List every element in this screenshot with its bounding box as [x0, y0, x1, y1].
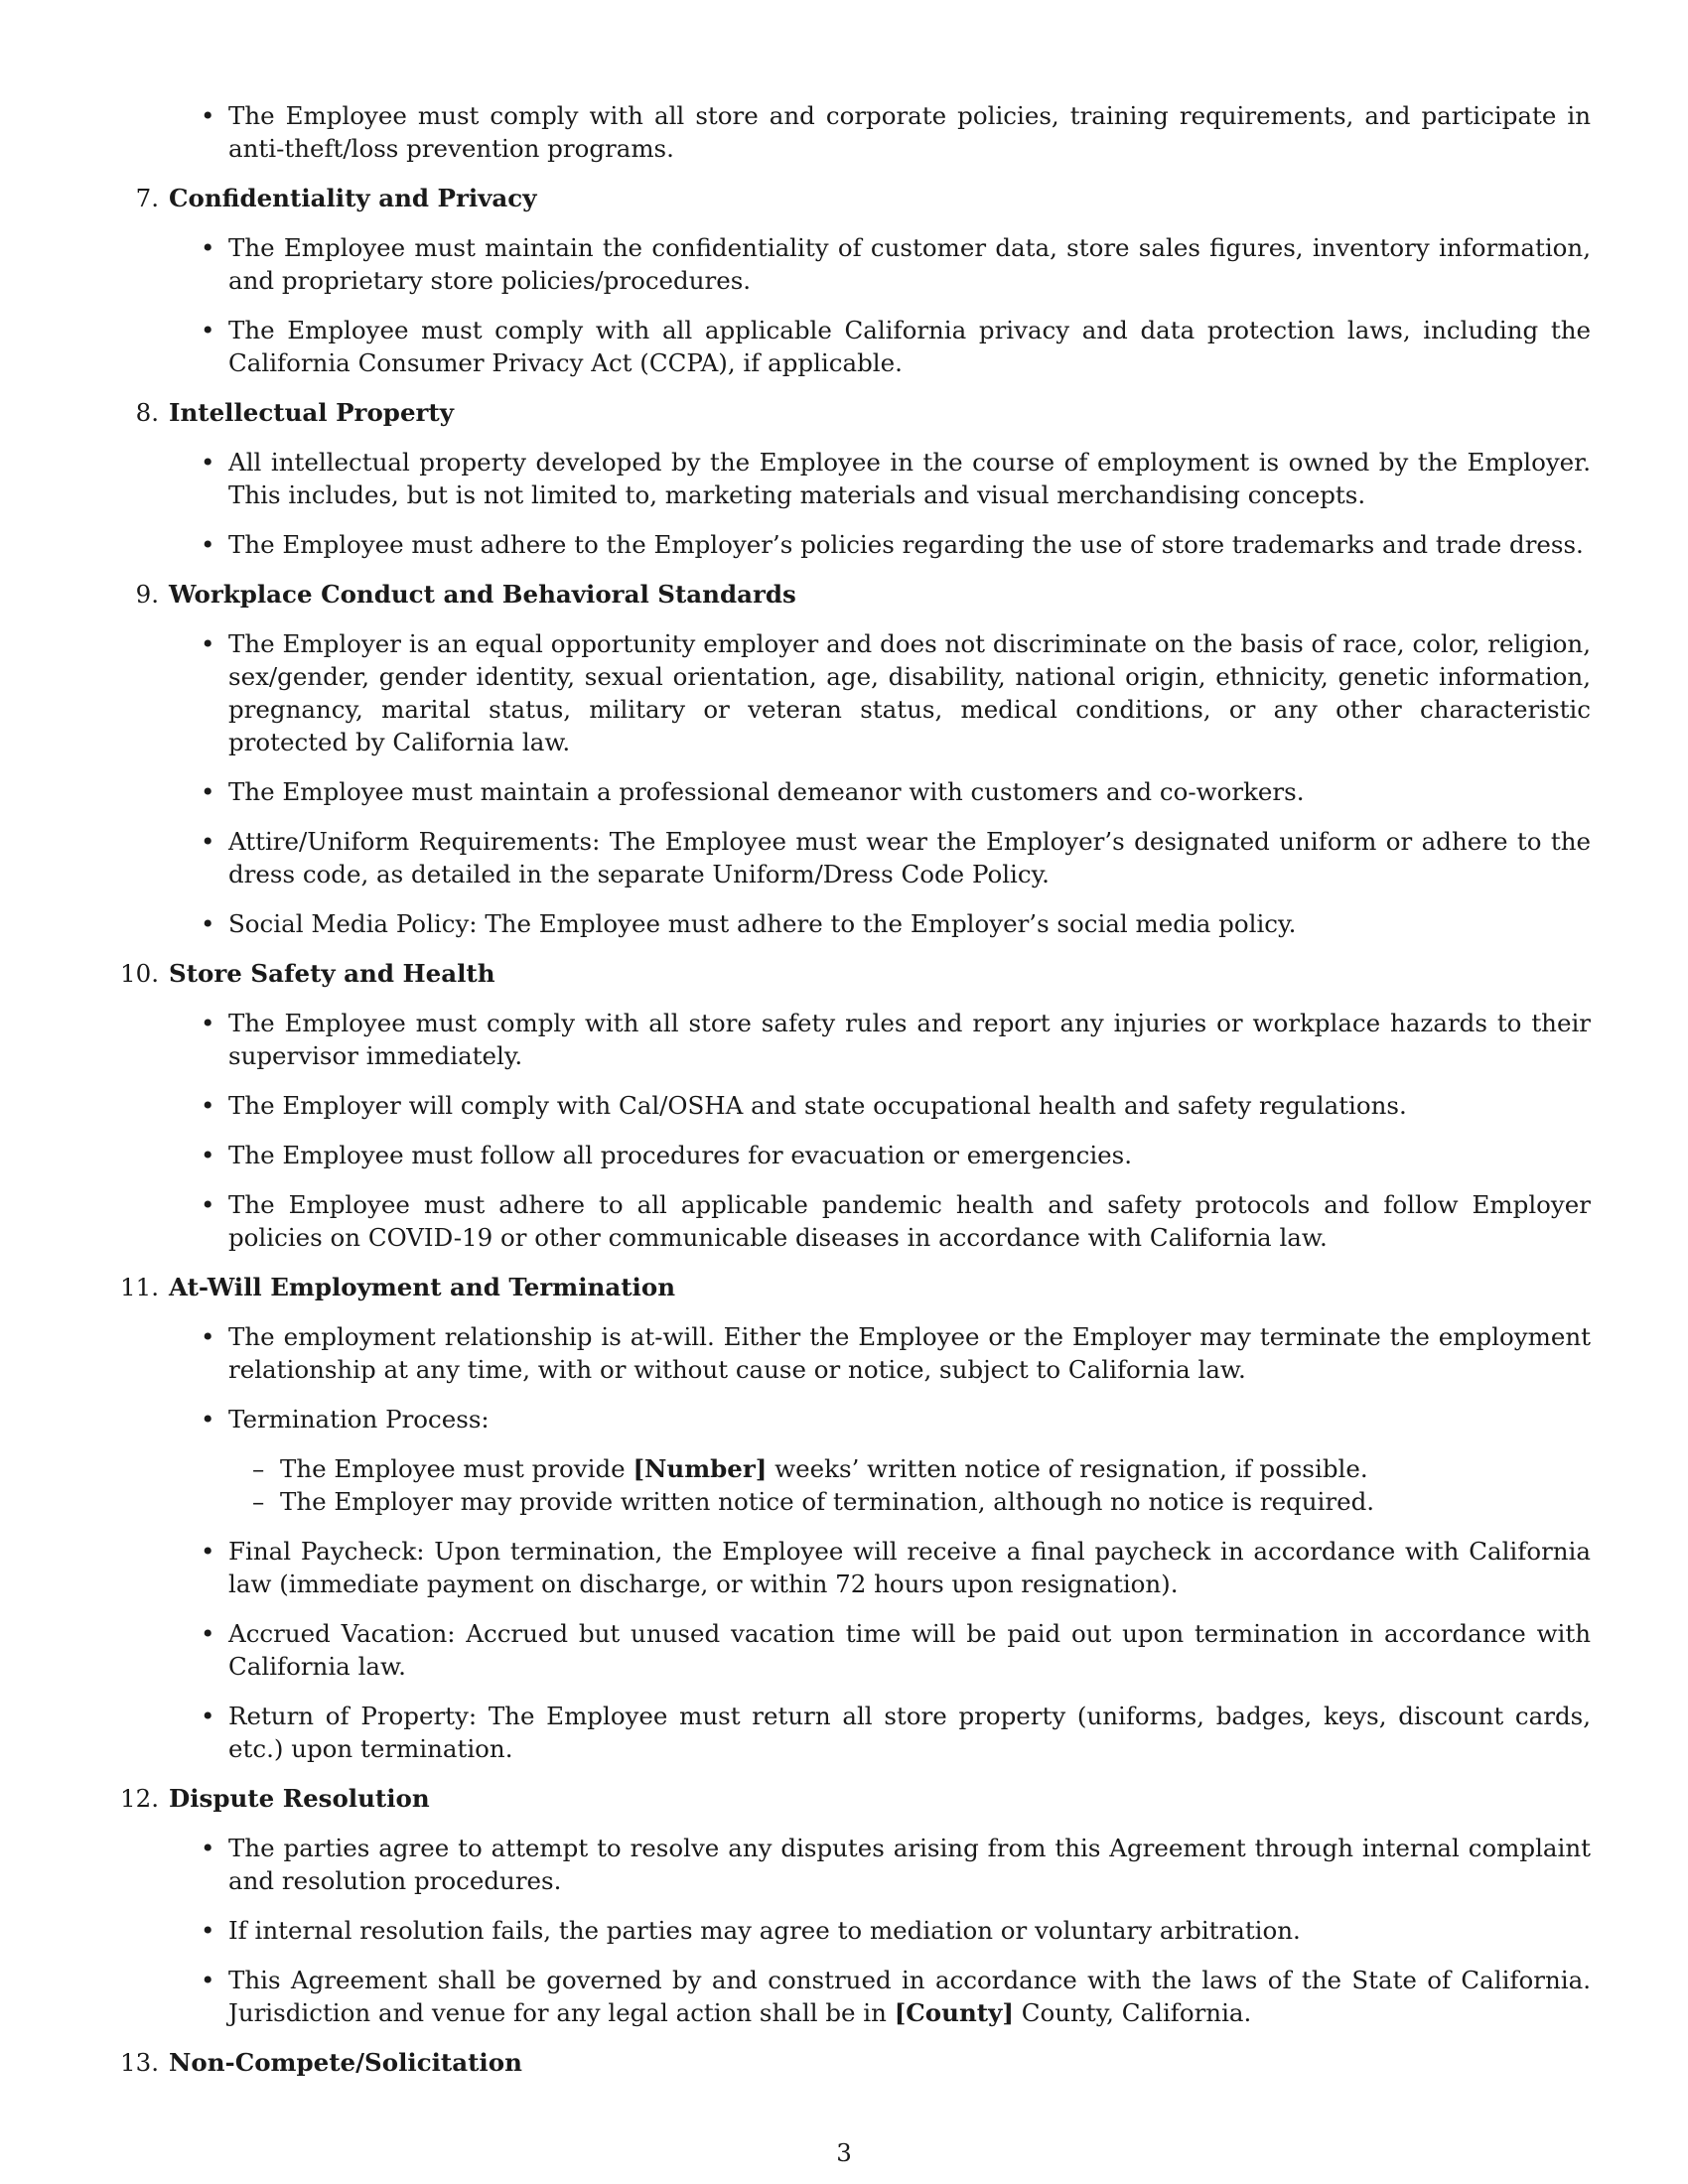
bullet-item: • The Employee must comply with all store and corporate policies, training requirements, and participate in anti-theft/loss prevention programs. — [228, 99, 1591, 165]
bullet-list-9 — [228, 627, 1591, 940]
section-heading-10 — [120, 957, 1591, 990]
bullet-item: • The Employee must comply with all applicable California privacy and data protection laws, including the California Consumer Privacy Act (CCPA), if applicable. — [228, 314, 1591, 379]
section-heading-12 — [120, 1782, 1591, 1815]
section-heading-13 — [120, 2046, 1591, 2079]
bullet-text: Termination Process: — [228, 1405, 490, 1433]
bullet-list-8 — [228, 446, 1591, 561]
section-heading-8 — [135, 396, 1591, 429]
bullet-item: • All intellectual property developed by the Employee in the course of employment is owned by the Employer. This includes, but is not limited to, marketing materials and visual merchandising concepts. — [228, 446, 1591, 511]
bullet-text: County, California. — [1013, 1998, 1252, 2027]
bullet-item: • The Employee must maintain the confidentiality of customer data, store sales figures, inventory information, and proprietary store policies/procedures. — [228, 231, 1591, 297]
bullet-item: • Final Paycheck: Upon termination, the Employee will receive a final paycheck in accordance with California law (immediate payment on discharge, or within 72 hours upon resignation). — [228, 1535, 1591, 1600]
placeholder-county: [County] — [894, 1998, 1014, 2027]
section-title: Store Safety and Health — [169, 959, 495, 988]
bullet-item: • The Employee must adhere to the Employer’s policies regarding the use of store trademarks and trade dress. — [228, 528, 1591, 561]
document-body — [120, 99, 1591, 2096]
section-title: At-Will Employment and Termination — [169, 1273, 676, 1301]
section-heading-7 — [135, 182, 1591, 214]
bullet-item: • Social Media Policy: The Employee must adhere to the Employer’s social media policy. — [228, 907, 1591, 940]
bullet-list-continued — [228, 99, 1591, 165]
section-number: 13. — [120, 2048, 159, 2077]
bullet-item: • If internal resolution fails, the parties may agree to mediation or voluntary arbitration. — [228, 1914, 1591, 1947]
section-number: 11. — [120, 1273, 159, 1301]
section-heading-9 — [135, 578, 1591, 611]
bullet-item: • The Employee must adhere to all applicable pandemic health and safety protocols and follow Employer policies on COVID-19 or other communicable diseases in accordance with California law. — [228, 1188, 1591, 1254]
bullet-list-10 — [228, 1007, 1591, 1254]
bullet-item — [228, 1964, 1591, 2029]
dash-list — [280, 1452, 1591, 1518]
bullet-item: • The Employee must maintain a professional demeanor with customers and co-workers. — [228, 775, 1591, 808]
bullet-list-11 — [228, 1320, 1591, 1765]
page-number: 3 — [836, 2138, 852, 2167]
placeholder-number: [Number] — [633, 1454, 768, 1483]
section-number: 7. — [135, 184, 159, 212]
section-number: 8. — [135, 398, 159, 427]
section-number: 12. — [120, 1784, 159, 1813]
section-number: 9. — [135, 580, 159, 609]
bullet-item: • The Employee must comply with all store safety rules and report any injuries or workplace hazards to their supervisor immediately. — [228, 1007, 1591, 1072]
section-title: Dispute Resolution — [169, 1784, 430, 1813]
bullet-item: • The Employer is an equal opportunity employer and does not discriminate on the basis of race, color, religion, sex/gender, gender identity, sexual orientation, age, disability, national origin, ethnicity, genetic information, pregnancy, marital status, military or veteran status, medical conditions, or any other characteristic protected by California law. — [228, 627, 1591, 758]
section-title: Confidentiality and Privacy — [169, 184, 537, 212]
dash-text: The Employee must provide — [280, 1454, 633, 1483]
bullet-item: • The employment relationship is at-will. Either the Employee or the Employer may terminate the employment relationship at any time, with or without cause or notice, subject to California law. — [228, 1320, 1591, 1386]
bullet-item: • Attire/Uniform Requirements: The Employee must wear the Employer’s designated uniform or adhere to the dress code, as detailed in the separate Uniform/Dress Code Policy. — [228, 825, 1591, 890]
bullet-item-termination-process — [228, 1403, 1591, 1518]
bullet-item: • The Employer will comply with Cal/OSHA and state occupational health and safety regulations. — [228, 1089, 1591, 1122]
section-number: 10. — [120, 959, 159, 988]
bullet-text: This Agreement shall be governed by and construed in accordance with the laws of the State of California. Jurisdiction and venue for any legal action shall be in — [228, 1966, 1591, 2027]
dash-item: – The Employer may provide written notice of termination, although no notice is required. — [280, 1485, 1591, 1518]
bullet-item: • Return of Property: The Employee must return all store property (uniforms, badges, keys, discount cards, etc.) upon termination. — [228, 1700, 1591, 1765]
bullet-item: • The parties agree to attempt to resolve any disputes arising from this Agreement through internal complaint and resolution procedures. — [228, 1832, 1591, 1897]
bullet-list-7 — [228, 231, 1591, 379]
section-heading-11 — [120, 1271, 1591, 1303]
section-title: Workplace Conduct and Behavioral Standards — [169, 580, 796, 609]
bullet-item: • The Employee must follow all procedures for evacuation or emergencies. — [228, 1139, 1591, 1171]
section-title: Intellectual Property — [169, 398, 454, 427]
dash-text: weeks’ written notice of resignation, if possible. — [767, 1454, 1368, 1483]
bullet-item: • Accrued Vacation: Accrued but unused vacation time will be paid out upon termination in accordance with California law. — [228, 1617, 1591, 1683]
section-title: Non-Compete/Solicitation — [169, 2048, 522, 2077]
bullet-list-12 — [228, 1832, 1591, 2029]
dash-item — [280, 1452, 1591, 1485]
